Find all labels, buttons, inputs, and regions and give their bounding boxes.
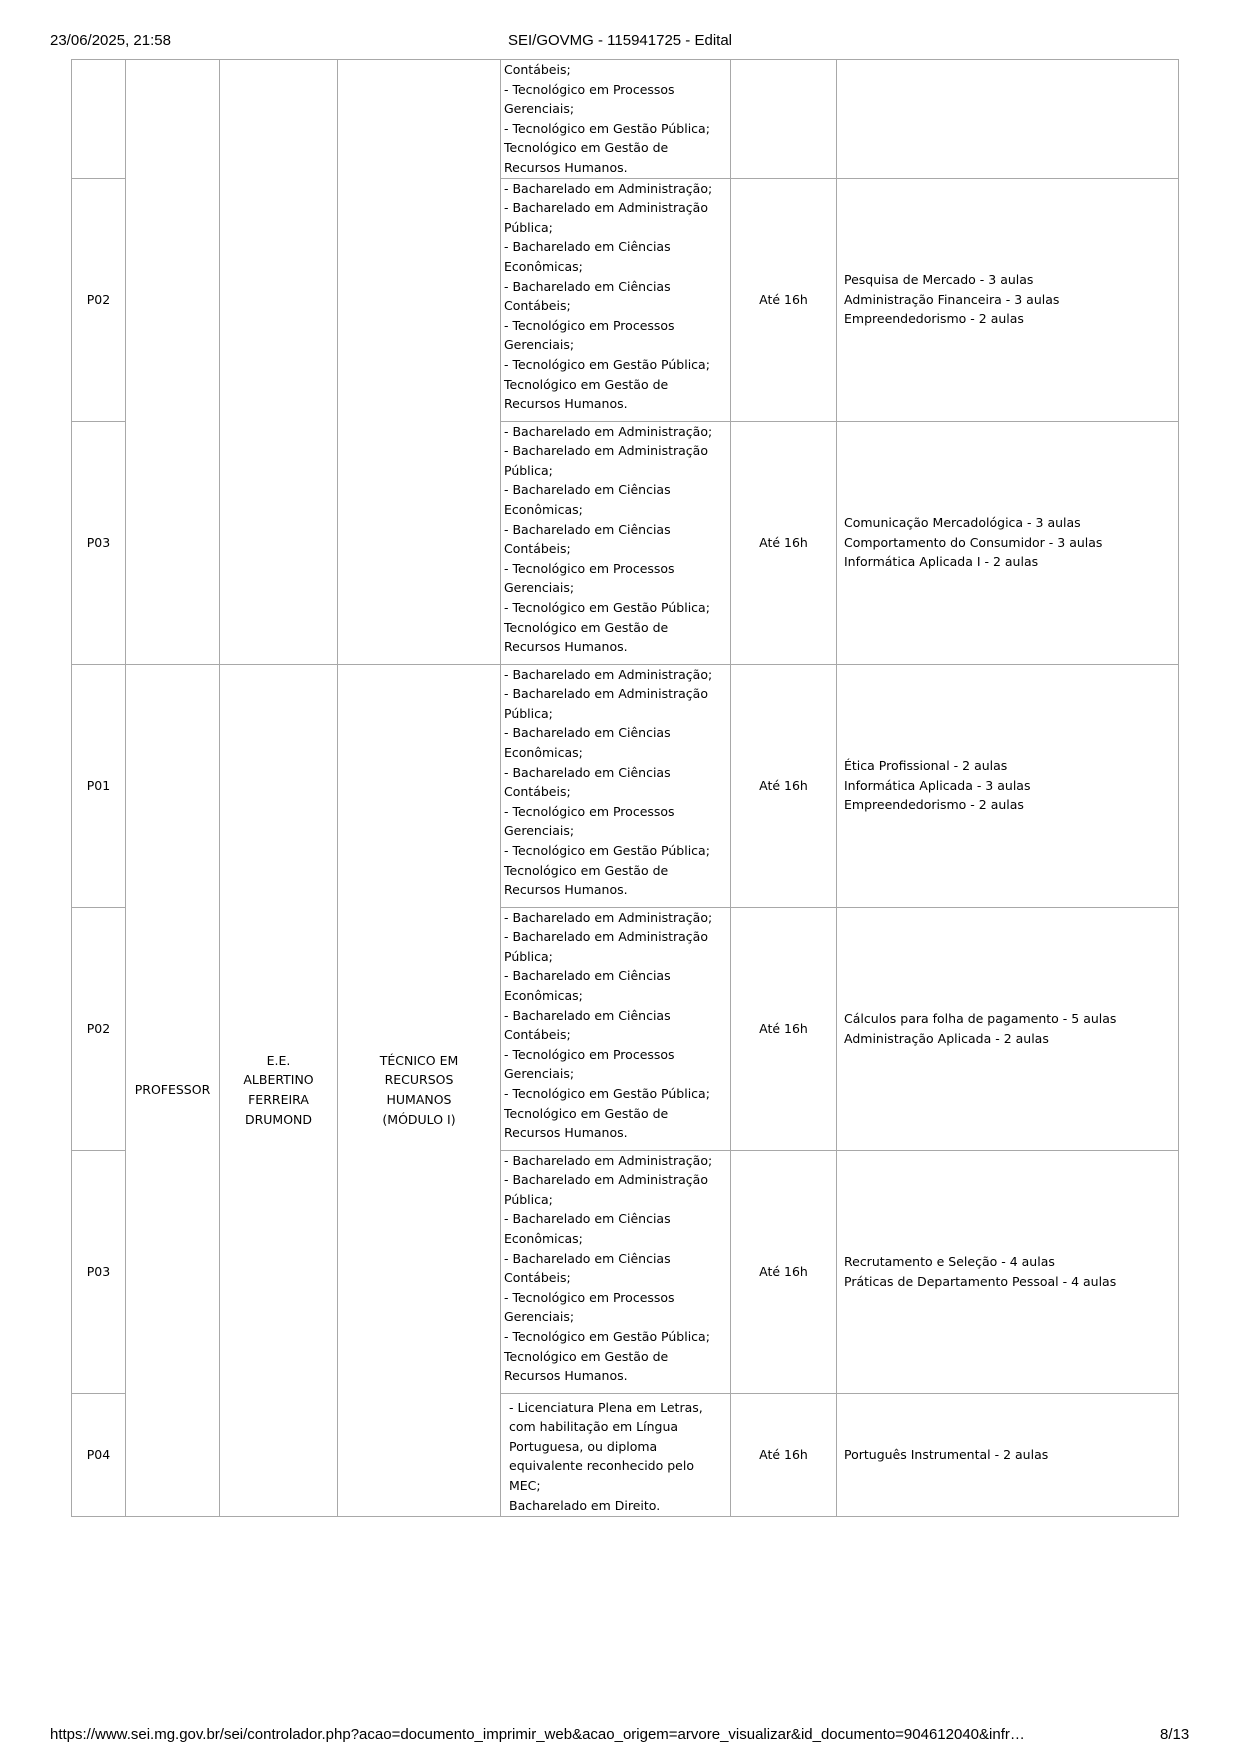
requirement-line: - Tecnológico em Gestão Pública; — [504, 120, 710, 136]
requirement-line: - Tecnológico em Processos — [504, 81, 675, 97]
requirements-cell — [501, 907, 731, 1150]
hours-cell: Até 16h — [731, 664, 837, 907]
requirement-line: - Bacharelado em Administração; — [504, 423, 713, 439]
escola-line: FERREIRA — [248, 1092, 309, 1108]
requirement-line: - Bacharelado em Administração — [504, 686, 708, 702]
requirement-line: Econômicas; — [504, 744, 583, 760]
requirement-line: Econômicas; — [504, 501, 583, 517]
discipline-line: Empreendedorismo - 2 aulas — [844, 797, 1024, 813]
requirement-line: - Tecnológico em Gestão Pública; — [504, 356, 710, 372]
discipline-line: Informática Aplicada I - 2 aulas — [844, 554, 1039, 570]
requirement-line: - Bacharelado em Administração — [504, 1172, 708, 1188]
curso-line: (MÓDULO I) — [382, 1111, 456, 1127]
requirement-line: Contábeis; — [504, 1270, 571, 1286]
requirement-line: - Bacharelado em Ciências — [504, 482, 671, 498]
requirement-line: - Tecnológico em Gestão Pública; — [504, 842, 710, 858]
curso-line: TÉCNICO EM — [379, 1052, 459, 1068]
escola-line: E.E. — [266, 1052, 291, 1068]
disciplines-cell — [837, 664, 1179, 907]
requirement-line: Gerenciais; — [504, 1066, 575, 1082]
code-cell: P02 — [72, 907, 126, 1150]
requirement-line: - Tecnológico em Processos — [504, 560, 675, 576]
requirement-line: Contábeis; — [504, 1027, 571, 1043]
requirement-line: - Tecnológico em Processos — [504, 803, 675, 819]
requirement-line: - Bacharelado em Administração; — [504, 180, 713, 196]
document-title: SEI/GOVMG - 115941725 - Edital — [508, 32, 732, 49]
code-cell-continued — [72, 60, 126, 179]
requirement-line: Recursos Humanos. — [504, 882, 628, 898]
requirement-line: Recursos Humanos. — [504, 1125, 628, 1141]
requirement-line: - Bacharelado em Ciências — [504, 764, 671, 780]
requirement-line: Pública; — [504, 1191, 553, 1207]
page-number: 8/13 — [1160, 1726, 1190, 1743]
requirement-line: Tecnológico em Gestão de — [504, 1105, 669, 1121]
requirement-line: - Tecnológico em Gestão Pública; — [504, 599, 710, 615]
cargo-cell-group1 — [126, 60, 220, 665]
requirement-line: Gerenciais; — [504, 337, 575, 353]
requirement-line: Contábeis; — [504, 541, 571, 557]
requirement-line: Portuguesa, ou diploma — [509, 1438, 658, 1454]
requirements-cell — [501, 664, 731, 907]
requirement-line: - Bacharelado em Administração; — [504, 909, 713, 925]
requirement-line: - Bacharelado em Administração; — [504, 666, 713, 682]
vacancy-table — [71, 59, 1179, 1517]
print-datetime: 23/06/2025, 21:58 — [50, 32, 171, 49]
discipline-line: Ética Profissional - 2 aulas — [844, 758, 1008, 774]
requirement-line: Pública; — [504, 462, 553, 478]
requirement-line: Recursos Humanos. — [504, 1368, 628, 1384]
requirement-line: - Bacharelado em Ciências — [504, 968, 671, 984]
requirement-line: Tecnológico em Gestão de — [504, 376, 669, 392]
disciplines-cell — [837, 1393, 1179, 1516]
requirement-line: - Tecnológico em Processos — [504, 1289, 675, 1305]
hours-cell: Até 16h — [731, 178, 837, 421]
requirement-line: Tecnológico em Gestão de — [504, 862, 669, 878]
requirement-line: Gerenciais; — [504, 101, 575, 117]
requirement-line: Econômicas; — [504, 987, 583, 1003]
discipline-line: Práticas de Departamento Pessoal - 4 aulas — [844, 1273, 1117, 1289]
requirement-line: Tecnológico em Gestão de — [504, 140, 669, 156]
requirement-line: Recursos Humanos. — [504, 396, 628, 412]
requirement-line: Pública; — [504, 705, 553, 721]
code-cell: P03 — [72, 1150, 126, 1393]
code-cell: P03 — [72, 421, 126, 664]
discipline-line: Pesquisa de Mercado - 3 aulas — [844, 272, 1034, 288]
discipline-line: Comunicação Mercadológica - 3 aulas — [844, 515, 1081, 531]
requirement-line: - Bacharelado em Ciências — [504, 278, 671, 294]
requirement-line: MEC; — [509, 1477, 541, 1493]
requirement-line: com habilitação em Língua — [509, 1419, 679, 1435]
curso-cell-group1 — [338, 60, 501, 665]
hours-cell: Até 16h — [731, 1150, 837, 1393]
discipline-line: Administração Aplicada - 2 aulas — [844, 1030, 1049, 1046]
hours-cell: Até 16h — [731, 1393, 837, 1516]
requirement-line: - Bacharelado em Administração — [504, 929, 708, 945]
discipline-line: Administração Financeira - 3 aulas — [844, 291, 1060, 307]
requirement-line: Contábeis; — [504, 784, 571, 800]
escola-line: ALBERTINO — [243, 1072, 314, 1088]
discipline-line: Comportamento do Consumidor - 3 aulas — [844, 534, 1103, 550]
requirement-line: - Bacharelado em Administração; — [504, 1152, 713, 1168]
requirement-line: Contábeis; — [504, 62, 571, 77]
requirement-line: Recursos Humanos. — [504, 159, 628, 175]
escola-cell-group1 — [220, 60, 338, 665]
requirement-line: Gerenciais; — [504, 580, 575, 596]
requirements-cell-continued — [501, 60, 731, 179]
requirement-line: - Bacharelado em Ciências — [504, 1007, 671, 1023]
discipline-line: Empreendedorismo - 2 aulas — [844, 311, 1024, 327]
requirement-line: - Bacharelado em Ciências — [504, 725, 671, 741]
requirements-cell — [501, 421, 731, 664]
requirement-line: Tecnológico em Gestão de — [504, 619, 669, 635]
disciplines-cell — [837, 1150, 1179, 1393]
requirement-line: - Bacharelado em Administração — [504, 443, 708, 459]
requirement-line: - Tecnológico em Processos — [504, 1046, 675, 1062]
requirement-line: - Tecnológico em Gestão Pública; — [504, 1328, 710, 1344]
requirement-line: Gerenciais; — [504, 1309, 575, 1325]
disciplines-cell — [837, 907, 1179, 1150]
code-cell: P01 — [72, 664, 126, 907]
curso-line: HUMANOS — [386, 1092, 452, 1108]
hours-cell: Até 16h — [731, 907, 837, 1150]
table-body — [72, 60, 1179, 1517]
code-cell: P02 — [72, 178, 126, 421]
requirement-line: - Bacharelado em Ciências — [504, 239, 671, 255]
code-cell: P04 — [72, 1393, 126, 1516]
disciplines-cell-continued — [837, 60, 1179, 179]
hours-cell: Até 16h — [731, 421, 837, 664]
requirement-line: Pública; — [504, 948, 553, 964]
footer-url: https://www.sei.mg.gov.br/sei/controlador.php?acao=documento_imprimir_web&acao_origem=arvore_visualizar&id_documento=904612040&infr… — [50, 1726, 1025, 1743]
cargo-cell: PROFESSOR — [126, 664, 220, 1516]
requirement-line: Pública; — [504, 219, 553, 235]
requirement-line: equivalente reconhecido pelo — [509, 1458, 694, 1474]
disciplines-cell — [837, 178, 1179, 421]
curso-line: RECURSOS — [384, 1072, 454, 1088]
requirement-line: Recursos Humanos. — [504, 639, 628, 655]
requirement-line: Tecnológico em Gestão de — [504, 1348, 669, 1364]
escola-cell — [220, 664, 338, 1516]
hours-cell-continued — [731, 60, 837, 179]
requirement-line: Gerenciais; — [504, 823, 575, 839]
table-row — [72, 664, 1179, 907]
requirement-line: Econômicas; — [504, 258, 583, 274]
requirements-cell — [501, 1393, 731, 1516]
requirement-line: Contábeis; — [504, 298, 571, 314]
requirements-cell — [501, 178, 731, 421]
requirement-line: - Bacharelado em Ciências — [504, 1250, 671, 1266]
discipline-line: Português Instrumental - 2 aulas — [844, 1446, 1049, 1462]
requirement-line: - Bacharelado em Ciências — [504, 521, 671, 537]
requirement-line: Bacharelado em Direito. — [509, 1497, 661, 1513]
disciplines-cell — [837, 421, 1179, 664]
discipline-line: Informática Aplicada - 3 aulas — [844, 777, 1031, 793]
requirement-line: - Bacharelado em Administração — [504, 200, 708, 216]
escola-line: DRUMOND — [244, 1111, 313, 1127]
discipline-line: Cálculos para folha de pagamento - 5 aulas — [844, 1010, 1117, 1026]
requirement-line: Econômicas; — [504, 1230, 583, 1246]
requirement-line: - Tecnológico em Gestão Pública; — [504, 1085, 710, 1101]
requirement-line: - Tecnológico em Processos — [504, 317, 675, 333]
table-row-continued — [72, 60, 1179, 179]
requirement-line: - Licenciatura Plena em Letras, — [509, 1399, 703, 1415]
discipline-line: Recrutamento e Seleção - 4 aulas — [844, 1253, 1055, 1269]
requirements-cell — [501, 1150, 731, 1393]
requirement-line: - Bacharelado em Ciências — [504, 1211, 671, 1227]
curso-cell — [338, 664, 501, 1516]
